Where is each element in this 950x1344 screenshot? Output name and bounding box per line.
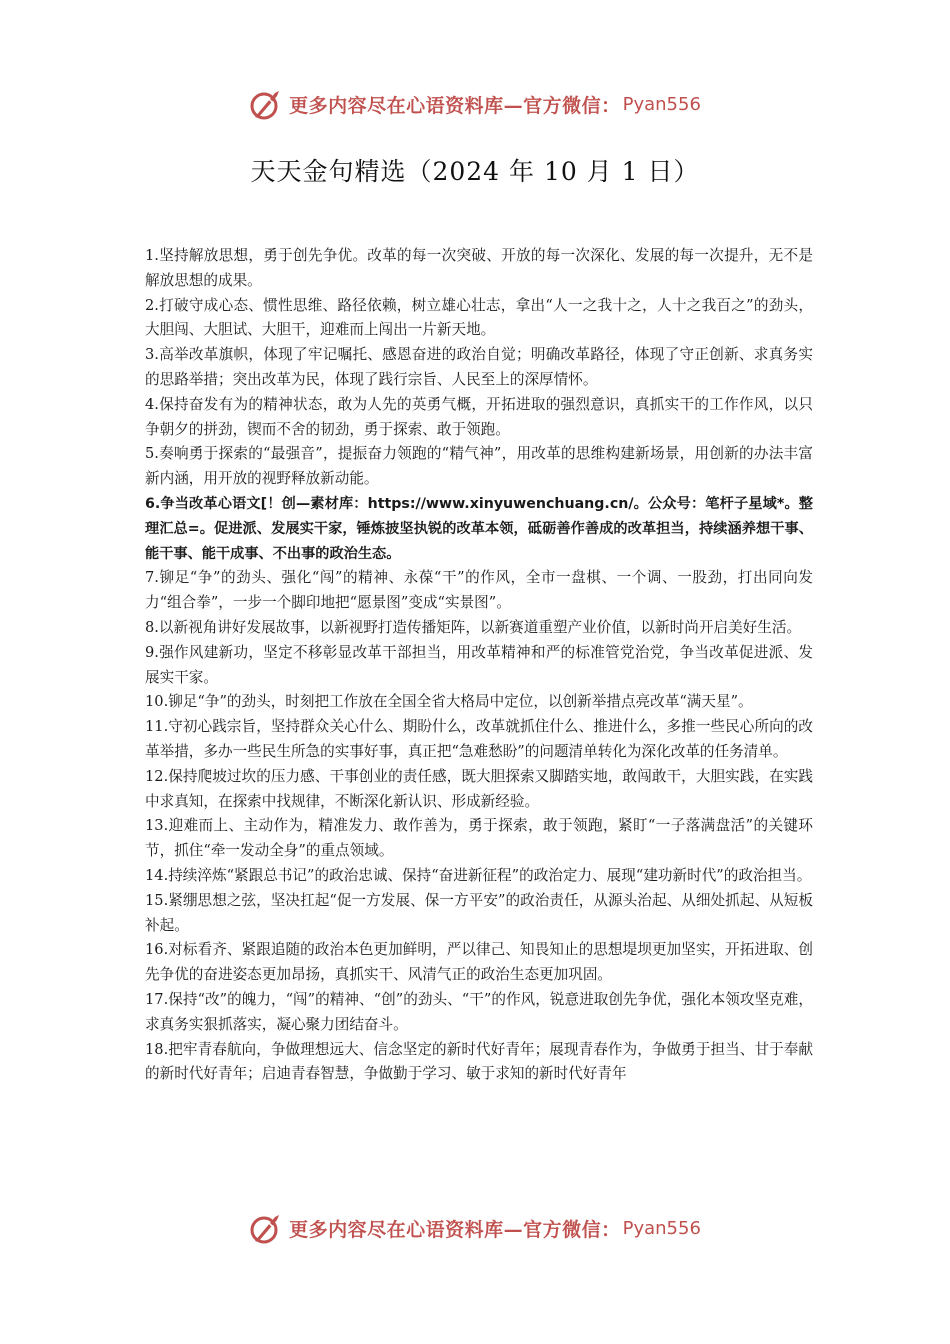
quote-paragraph: 4.保持奋发有为的精神状态，敢为人先的英勇气概，开拓进取的强烈意识，真抓实干的工作作风，以只争朝夕的拼劲，锲而不舍的韧劲，勇于探索、敢于领跑。 [145,395,813,438]
footer-banner [0,1208,950,1248]
quote-paragraph: 7.铆足“争”的劲头、强化“闯”的精神、永葆“干”的作风，全市一盘棋、一个调、一股劲，打出同向发力“组合拳”，一步一个脚印地把“愿景图”变成“实景图”。 [145,569,813,612]
footer-banner-id: Pyan556 [622,1217,701,1239]
header-banner-id: Pyan556 [622,93,701,115]
quote-paragraph: 10.铆足“争”的劲头，时刻把工作放在全国全省大格局中定位，以创新举措点亮改革“满天星”。 [145,693,753,711]
brush-logo-icon [249,1211,283,1245]
quote-paragraph: 3.高举改革旗帜，体现了牢记嘱托、感恩奋进的政治自觉；明确改革路径，体现了守正创新、求真务实的思路举措；突出改革为民，体现了践行宗旨、人民至上的深厚情怀。 [145,346,813,388]
page-title: 天天金句精选（2024 年 10 月 1 日） [250,157,700,186]
quote-paragraph: 18.把牢青春航向，争做理想远大、信念坚定的新时代好青年；展现青春作为，争做勇于担当、甘于奉献的新时代好青年；启迪青春智慧，争做勤于学习、敏于求知的新时代好青年 [145,1040,813,1083]
quote-paragraph: 12.保持爬坡过坎的压力感、干事创业的责任感，既大胆探索又脚踏实地，敢闯敢干，大胆实践，在实践中求真知，在探索中找规律，不断深化新认识、形成新经验。 [145,767,813,810]
header-banner-text: 更多内容尽在心语资料库—官方微信： [289,94,621,117]
quote-paragraph: 14.持续淬炼“紧跟总书记”的政治忠诚、保持“奋进新征程”的政治定力、展现“建功新时代”的政治担当。 [145,866,812,884]
quote-paragraph: 13.迎难而上、主动作为，精准发力、敢作善为，勇于探索，敢于领跑，紧盯“一子落满盘活”的关键环节，抓住“牵一发动全身”的重点领域。 [145,817,813,860]
header-banner [0,84,950,124]
footer-banner-text: 更多内容尽在心语资料库—官方微信： [289,1218,621,1241]
quote-list [145,244,813,1087]
quote-paragraph: 15.紧绷思想之弦，坚决扛起“促一方发展、保一方平安”的政治责任，从源头治起、从细处抓起、从短板补起。 [145,891,813,934]
quote-paragraph: 2.打破守成心态、惯性思维、路径依赖，树立雄心壮志，拿出“人一之我十之，人十之我百之”的劲头，大胆闯、大胆试、大胆干，迎难而上闯出一片新天地。 [145,296,813,339]
brush-logo-icon [249,87,283,121]
quote-paragraph: 16.对标看齐、紧跟追随的政治本色更加鲜明，严以律己、知畏知止的思想堤坝更加坚实，开拓进取、创先争优的奋进姿态更加昂扬，真抓实干、风清气正的政治生态更加巩固。 [145,941,813,984]
quote-paragraph: 17.保持“改”的魄力，“闯”的精神、“创”的劲头、“干”的作风，锐意进取创先争优，强化本领攻坚克难，求真务实狠抓落实，凝心聚力团结奋斗。 [145,990,813,1033]
quote-paragraph: 1.坚持解放思想，勇于创先争优。改革的每一次突破、开放的每一次深化、发展的每一次提升，无不是解放思想的成果。 [145,247,813,289]
quote-paragraph: 11.守初心践宗旨，坚持群众关心什么、期盼什么，改革就抓住什么、推进什么，多推一些民心所向的改革举措，多办一些民生所急的实事好事，真正把“急难愁盼”的问题清单转化为深化改革的任务清单。 [145,718,813,760]
quote-paragraph: 8.以新视角讲好发展故事，以新视野打造传播矩阵，以新赛道重塑产业价值，以新时尚开启美好生活。 [145,618,802,636]
quote-paragraph: 6.争当改革心语文[！创—素材库：https://www.xinyuwenchuang.cn/。公众号：笔杆子星域*。整理汇总=。促进派、发展实干家，锤炼披坚执锐的改革本领，砥砺善作善成的改革担当，持续涵养想干事、能干事、能干成事、不出事的政治生态。 [145,495,813,562]
quote-paragraph: 5.奏响勇于探索的“最强音”，提振奋力领跑的“精气神”，用改革的思维构建新场景，用创新的办法丰富新内涵，用开放的视野释放新动能。 [145,445,813,488]
quote-paragraph: 9.强作风建新功，坚定不移彰显改革干部担当，用改革精神和严的标准管党治党，争当改革促进派、发展实干家。 [145,643,813,686]
